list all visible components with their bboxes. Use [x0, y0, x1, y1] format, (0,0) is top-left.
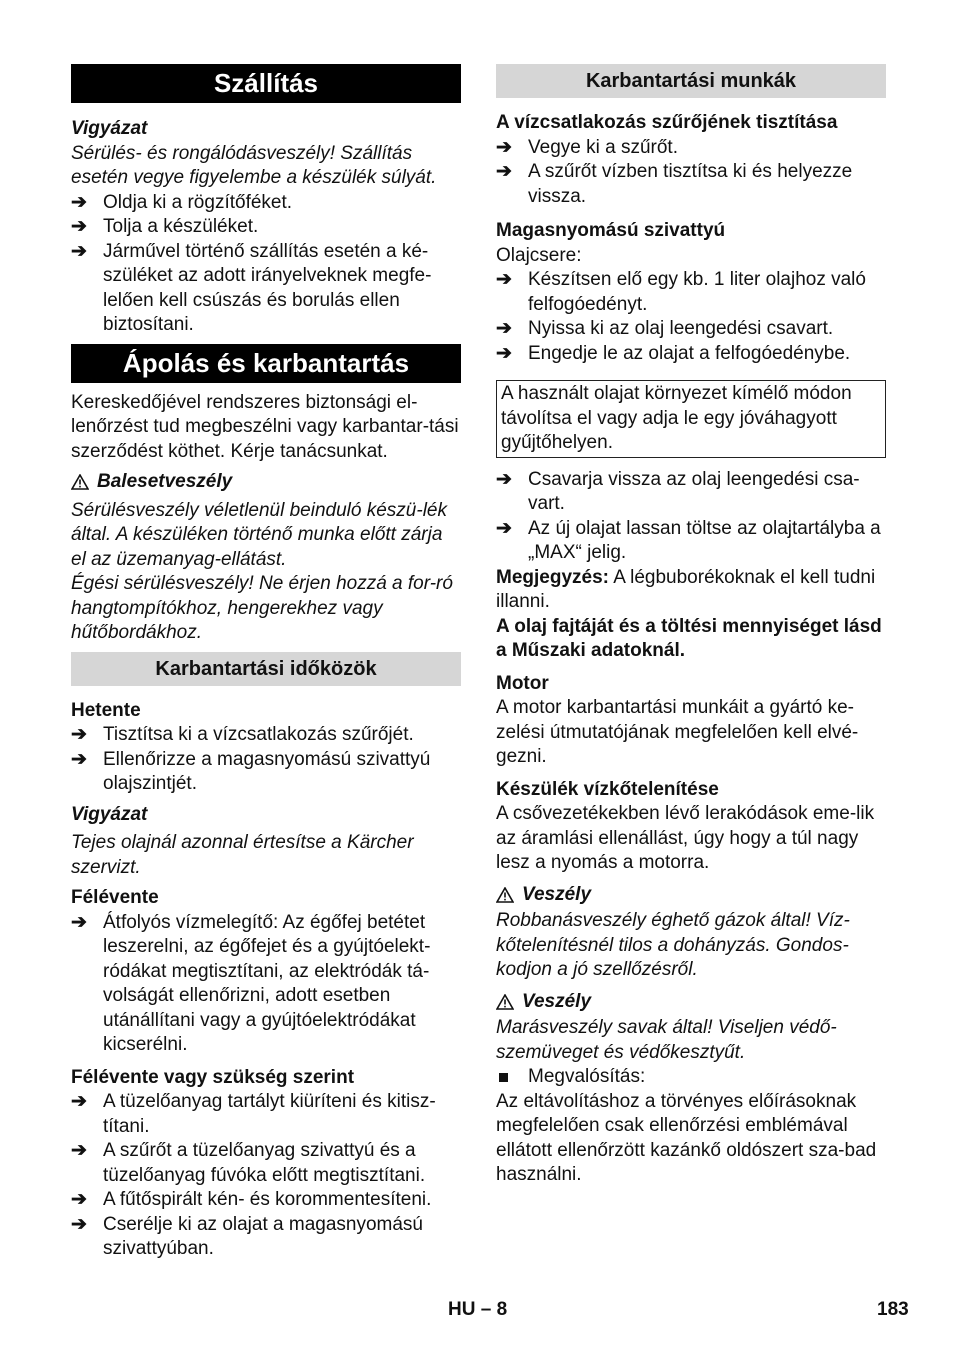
- danger-text: Marásveszély savak által! Viseljen védő-szemüveget és védőkesztyűt.: [496, 1017, 837, 1063]
- arrow-right-icon: ➔: [496, 342, 512, 364]
- halfyear-title: Félévente: [71, 887, 159, 908]
- arrow-right-icon: ➔: [71, 724, 87, 745]
- list-item: ➔ Csavarja vissza az olaj leengedési csa-vart.: [496, 468, 860, 514]
- accident-warning-title: Balesetveszély: [71, 470, 461, 495]
- filter-title: A vízcsatlakozás szűrőjének tisztítása: [496, 112, 838, 133]
- arrow-right-icon: ➔: [71, 1189, 87, 1210]
- arrow-right-icon: ➔: [496, 136, 512, 158]
- list-item: ➔ Oldja ki a rögzítőféket.: [71, 191, 461, 216]
- arrow-right-icon: ➔: [496, 468, 512, 490]
- heading-intervals: Karbantartási időközök: [71, 652, 461, 686]
- list-item: ➔ Tisztítsa ki a vízcsatlakozás szűrőjét.: [71, 723, 461, 748]
- arrow-right-icon: ➔: [71, 911, 87, 933]
- page-number: 183: [877, 1299, 909, 1320]
- list-item: ➔ A tüzelőanyag tartályt kiüríteni és kitisz-títani.: [71, 1091, 436, 1137]
- list-item: ➔ Járművel történő szállítás esetén a ké-szüléket az adott irányelveknek megfe-lelően kell csúszás és borulás ellen biztosítani.: [71, 240, 432, 335]
- arrow-right-icon: ➔: [496, 517, 512, 539]
- arrow-right-icon: ➔: [496, 318, 512, 339]
- motor-text: A motor karbantartási munkáit a gyártó ke-zelési útmutatójának megfelelően kell elvé-gezni.: [496, 697, 859, 767]
- list-item: Megvalósítás:: [496, 1065, 886, 1090]
- warning-triangle-icon: [496, 887, 514, 903]
- right-column: [496, 64, 886, 1188]
- caution-title: Vigyázat: [71, 118, 148, 139]
- list-item: ➔ Az új olajat lassan töltse az olajtartályba a „MAX“ jelig.: [496, 517, 881, 563]
- danger-title: Veszély: [496, 883, 886, 908]
- accident-text-1: Sérülésveszély véletlenül beinduló készü-lék által. A készüléken történő munka előtt zárja el az üzemanyag-ellátást.: [71, 499, 447, 570]
- list-item: ➔ Tolja a készüléket.: [71, 215, 461, 240]
- list-item: ➔ A szűrőt a tüzelőanyag szivattyú és a tüzelőanyag fúvóka előtt megtisztítani.: [71, 1140, 426, 1186]
- arrow-right-icon: ➔: [71, 191, 87, 213]
- arrow-right-icon: ➔: [71, 1091, 87, 1112]
- environment-note-box: A használt olajat környezet kímélő módon távolítsa el vagy adja le egy jóváhagyott gyűjtőhelyen.: [496, 380, 886, 458]
- arrow-right-icon: ➔: [71, 240, 87, 262]
- left-column: [71, 64, 461, 1262]
- weekly-title: Hetente: [71, 699, 141, 721]
- danger-title: Veszély: [496, 990, 886, 1015]
- arrow-right-icon: ➔: [496, 161, 512, 182]
- list-item: ➔ Ellenőrizze a magasnyomású szivattyú olajszintjét.: [71, 748, 431, 794]
- arrow-right-icon: ➔: [71, 216, 87, 237]
- warning-triangle-icon: [496, 994, 514, 1010]
- implementation-text: Az eltávolításhoz a törvényes előírásoknak megfelelően csak ellenőrzési emblémával ellátott ellenőrzött kazánkő oldószert sza-bad használni.: [496, 1090, 877, 1185]
- heading-care: Ápolás és karbantartás: [71, 344, 461, 383]
- list-item: ➔ A szűrőt vízben tisztítsa ki és helyezze vissza.: [496, 161, 853, 207]
- warning-triangle-icon: [71, 474, 89, 490]
- oil-type-note: A olaj fajtáját és a töltési mennyiséget lásd a Műszaki adatoknál.: [496, 615, 882, 661]
- list-item: ➔ Készítsen elő egy kb. 1 liter olajhoz való felfogóedényt.: [496, 269, 866, 315]
- heading-work: Karbantartási munkák: [496, 64, 886, 98]
- list-item: ➔ Vegye ki a szűrőt.: [496, 136, 886, 161]
- oil-change-label: Olajcsere:: [496, 244, 582, 266]
- heading-transport: Szállítás: [71, 64, 461, 103]
- danger-text: Robbanásveszély éghető gázok által! Víz-kőtelenítésnél tilos a dohányzás. Gondos-kodjon a jó szellőzésről.: [496, 910, 850, 980]
- list-item: ➔ Cserélje ki az olajat a magasnyomású szivattyúban.: [71, 1213, 423, 1259]
- motor-title: Motor: [496, 672, 549, 694]
- square-bullet-icon: [499, 1073, 508, 1082]
- caution-text: Tejes olajnál azonnal értesítse a Kärcher szervizt.: [71, 832, 414, 878]
- descale-title: Készülék vízkőtelenítése: [496, 778, 719, 800]
- footer-section-label: HU – 8: [448, 1299, 508, 1320]
- arrow-right-icon: ➔: [496, 269, 512, 290]
- list-item: ➔ A fűtőspirált kén- és korommentesíteni.: [71, 1188, 461, 1213]
- pump-title: Magasnyomású szivattyú: [496, 220, 726, 241]
- arrow-right-icon: ➔: [71, 748, 87, 770]
- care-intro: Kereskedőjével rendszeres biztonsági el-lenőrzést tud megbeszélni vagy karbantar-tási szerződést köthet. Kérje tanácsunkat.: [71, 391, 459, 462]
- note-paragraph: Megjegyzés: A légbuborékoknak el kell tudni illanni.: [496, 566, 876, 612]
- arrow-right-icon: ➔: [71, 1213, 87, 1235]
- list-item: ➔ Átfolyós vízmelegítő: Az égőfej betétet leszerelni, az égőfejet és a gyújtóelekt-ródákat megtisztítani, az elektródák tá-volságát ellenőrizni, adott esetben utánállítani vagy a gyújtóelektródákat kicserélni.: [71, 911, 431, 1055]
- caution-title: Vigyázat: [71, 803, 148, 825]
- list-item: ➔ Engedje le az olajat a felfogóedénybe.: [496, 342, 886, 367]
- halfyear-need-title: Félévente vagy szükség szerint: [71, 1066, 355, 1088]
- accident-text-2: Égési sérülésveszély! Ne érjen hozzá a for-ró hangtompítókhoz, hengerekhez vagy hűtőbordákhoz.: [71, 573, 453, 643]
- arrow-right-icon: ➔: [71, 1140, 87, 1161]
- caution-text: Sérülés- és rongálódásveszély! Szállítás esetén vegye figyelembe a készülék súlyát.: [71, 142, 437, 188]
- descale-text: A csővezetékekben lévő lerakódások eme-lik az áramlási ellenállást, úgy hogy a túl nagy lesz a nyomás a motorra.: [496, 803, 875, 873]
- list-item: ➔ Nyissa ki az olaj leengedési csavart.: [496, 317, 886, 342]
